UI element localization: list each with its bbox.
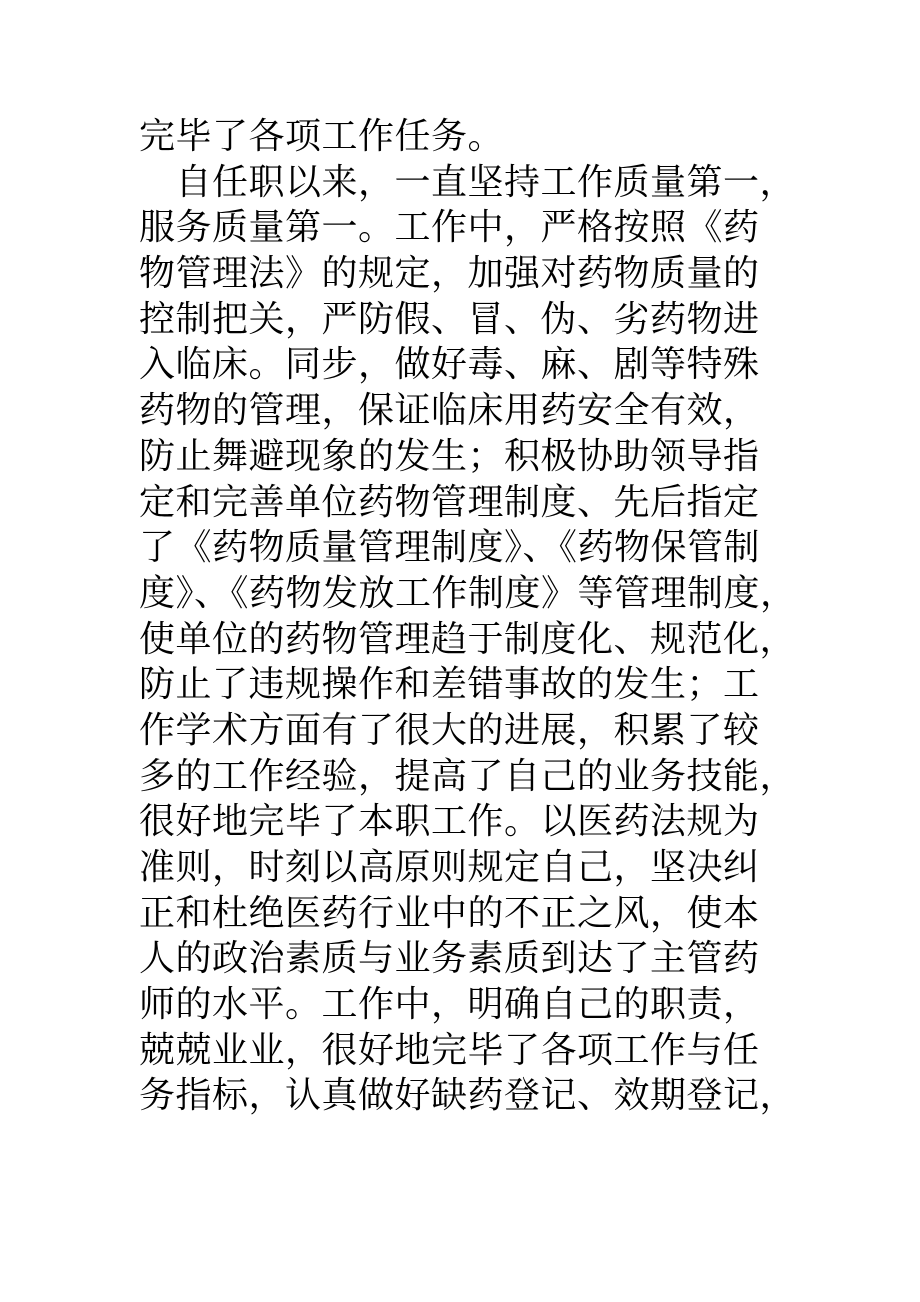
- text-line: 物管理法》的规定，加强对药物质量的: [139, 253, 760, 295]
- text-line: 度》、《药物发放工作制度》等管理制度，: [139, 572, 797, 614]
- text-line: 务指标，认真做好缺药登记、效期登记，: [139, 1075, 797, 1117]
- text-line: 入临床。同步，做好毒、麻、剧等特殊: [139, 344, 760, 386]
- text-line: 正和杜绝医药行业中的不正之风，使本: [139, 892, 760, 934]
- text-line: 人的政治素质与业务素质到达了主管药: [139, 938, 760, 980]
- text-line: 防止舞避现象的发生；积极协助领导指: [139, 435, 760, 477]
- text-line: 很好地完毕了本职工作。以医药法规为: [139, 801, 760, 843]
- text-line: 控制把关，严防假、冒、伪、劣药物进: [139, 298, 760, 340]
- text-line: 防止了违规操作和差错事故的发生；工: [139, 664, 760, 706]
- body-text: [139, 114, 797, 1119]
- text-line: 服务质量第一。工作中，严格按照《药: [139, 207, 760, 249]
- text-line: 使单位的药物管理趋于制度化、规范化，: [139, 618, 797, 660]
- text-line: 准则，时刻以高原则规定自己，坚决纠: [139, 847, 760, 888]
- text-line: 自任职以来，一直坚持工作质量第一，: [139, 161, 797, 203]
- text-line: 多的工作经验，提高了自己的业务技能，: [139, 755, 797, 797]
- text-line: 定和完善单位药物管理制度、先后指定: [139, 481, 760, 523]
- text-line: 完毕了各项工作任务。: [139, 116, 505, 157]
- text-line: 了《药物质量管理制度》、《药物保管制: [139, 527, 761, 569]
- text-line: 作学术方面有了很大的进展，积累了较: [139, 709, 760, 751]
- text-line: 药物的管理，保证临床用药安全有效，: [139, 390, 760, 432]
- text-line: 兢兢业业，很好地完毕了各项工作与任: [139, 1029, 760, 1071]
- text-line: 师的水平。工作中，明确自己的职责，: [139, 984, 760, 1026]
